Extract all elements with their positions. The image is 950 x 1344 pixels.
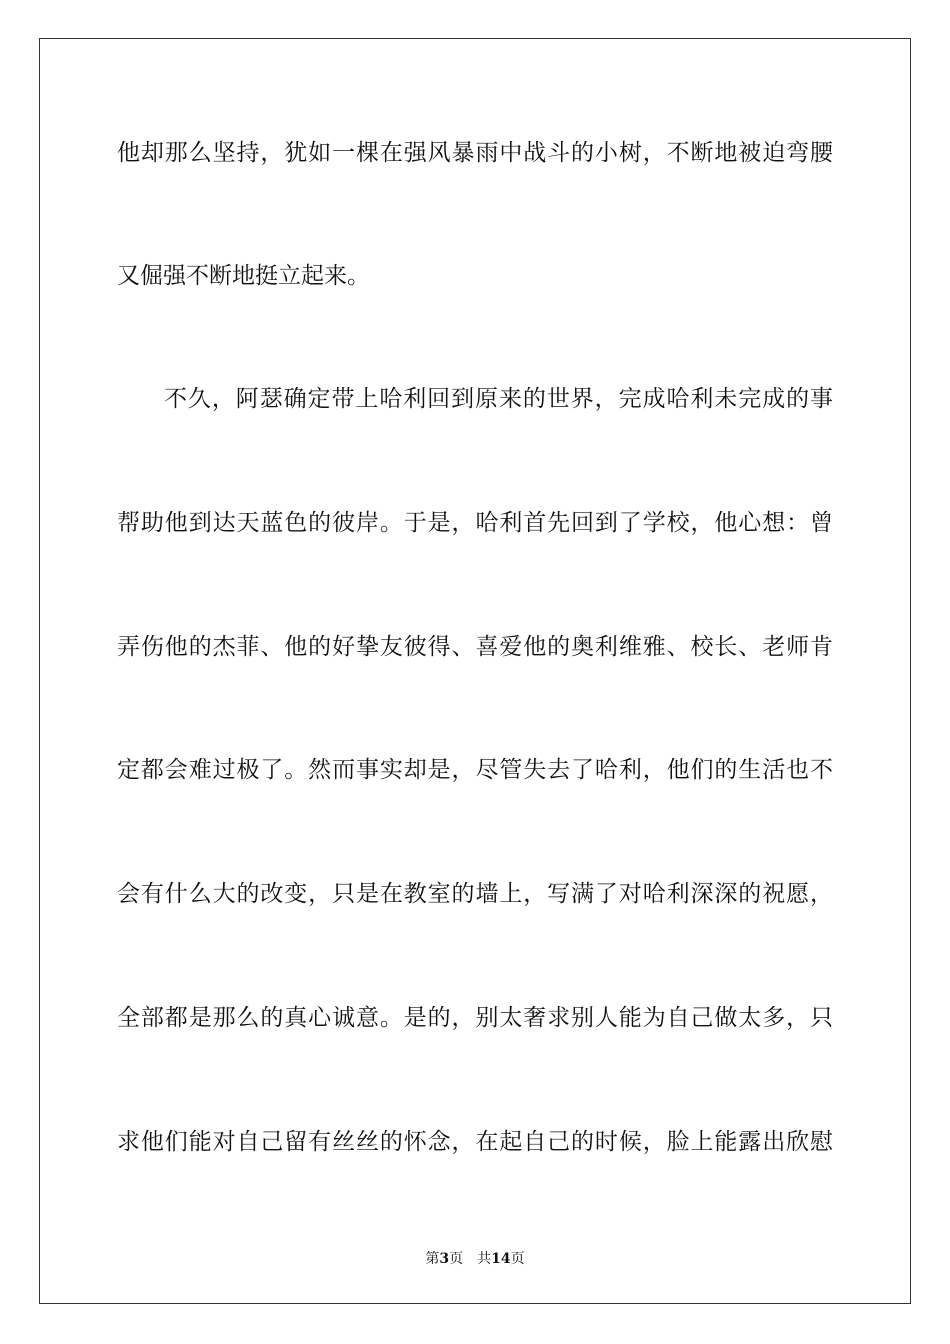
text-line: 他却那么坚持，犹如一棵在强风暴雨中战斗的小树，不断地被迫弯腰 [117, 140, 833, 166]
footer-total-suffix: 页 [510, 1251, 525, 1267]
text-line: 弄伤他的杰菲、他的好挚友彼得、喜爱他的奥利维雅、校长、老师肯 [117, 634, 833, 660]
text-line: 定都会难过极了。然而事实却是，尽管失去了哈利，他们的生活也不 [117, 757, 833, 783]
text-line: 全部都是那么的真心诚意。是的，别太奢求别人能为自己做太多，只 [117, 1005, 833, 1031]
footer-page-current: 3 [439, 1251, 450, 1267]
footer-page-suffix: 页 [449, 1251, 464, 1267]
page-footer [0, 1250, 950, 1268]
text-line: 又倔强不断地挺立起来。 [117, 263, 370, 289]
text-line: 求他们能对自己留有丝丝的怀念，在起自己的时候，脸上能露出欣慰 [117, 1129, 833, 1155]
text-line: 会有什么大的改变，只是在教室的墙上，写满了对哈利深深的祝愿， [117, 881, 833, 907]
text-line: 不久，阿瑟确定带上哈利回到原来的世界，完成哈利未完成的事 [164, 386, 833, 412]
footer-page-prefix: 第 [425, 1251, 440, 1267]
text-line: 帮助他到达天蓝色的彼岸。于是，哈利首先回到了学校，他心想：曾 [117, 510, 833, 536]
footer-total-prefix: 共 [477, 1251, 492, 1267]
page-border [39, 38, 911, 1304]
footer-page-total: 14 [491, 1251, 511, 1267]
